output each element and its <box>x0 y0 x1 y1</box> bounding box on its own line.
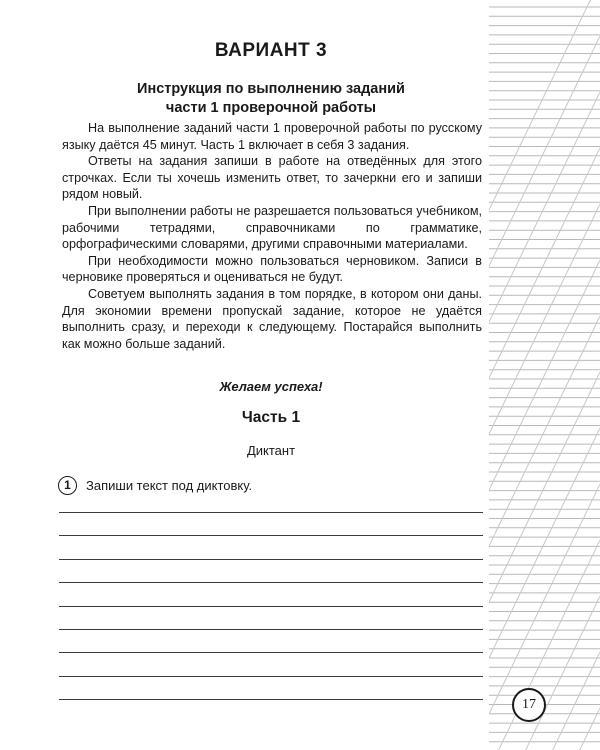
margin-slant-line <box>489 316 600 546</box>
ruled-margin-graphic <box>489 0 600 750</box>
margin-slant-line <box>489 204 600 434</box>
variant-title: ВАРИАНТ 3 <box>214 40 328 61</box>
margin-slant-line <box>489 36 600 266</box>
instructions-body <box>62 120 482 352</box>
answer-line[interactable] <box>59 652 483 653</box>
answer-line[interactable] <box>59 559 483 560</box>
answer-line[interactable] <box>59 676 483 677</box>
answer-line[interactable] <box>59 582 483 583</box>
page-number: 17 <box>512 688 546 722</box>
answer-line[interactable] <box>59 512 483 513</box>
task-number-badge: 1 <box>58 476 77 495</box>
good-luck-wish: Желаем успеха! <box>219 379 323 394</box>
instruction-paragraph: На выполнение заданий части 1 проверочной работы по русскому языку даётся 45 минут. Часть 1 включает в себя 3 задания. <box>62 121 482 152</box>
answer-line[interactable] <box>59 629 483 630</box>
task-text: Запиши текст под диктовку. <box>86 477 253 493</box>
instruction-paragraph: При необходимости можно пользоваться черновиком. Записи в черновике проверяться и оцениваться не будут. <box>62 253 482 285</box>
margin-slant-line <box>489 596 600 750</box>
answer-line[interactable] <box>59 606 483 607</box>
instruction-paragraph: Ответы на задания запиши в работе на отведённых для этого строчках. Если ты хочешь изменить ответ, то зачеркни его и запиши рядом новый. <box>62 154 482 202</box>
instruction-title-line: части 1 проверочной работы <box>165 100 377 116</box>
instruction-title-line: Инструкция по выполнению заданий <box>137 81 405 97</box>
margin-slant-line <box>489 540 600 750</box>
instruction-title <box>58 80 484 118</box>
task-1 <box>58 474 484 496</box>
margin-slant-line <box>489 0 600 210</box>
ruled-margin-strip <box>489 0 600 750</box>
instruction-paragraph: Советуем выполнять задания в том порядке, в котором они даны. Для экономии времени пропускай задание, которое не удаётся выполнить сразу, и переходи к следующему. Постарайся выполнить как можно больше заданий. <box>62 286 482 351</box>
margin-slant-line <box>489 92 600 322</box>
answer-lines <box>59 512 483 723</box>
answer-line[interactable] <box>59 699 483 700</box>
page-content <box>58 0 484 750</box>
part-title: Часть 1 <box>241 409 301 426</box>
margin-slant-line <box>489 148 600 378</box>
answer-line[interactable] <box>59 535 483 536</box>
margin-slant-line <box>489 260 600 490</box>
instruction-paragraph: При выполнении работы не разрешается пользоваться учебником, рабочими тетрадями, справочниками по грамматике, орфографическими словарями, другими справочными материалами. <box>62 203 482 252</box>
section-title: Диктант <box>246 443 296 458</box>
